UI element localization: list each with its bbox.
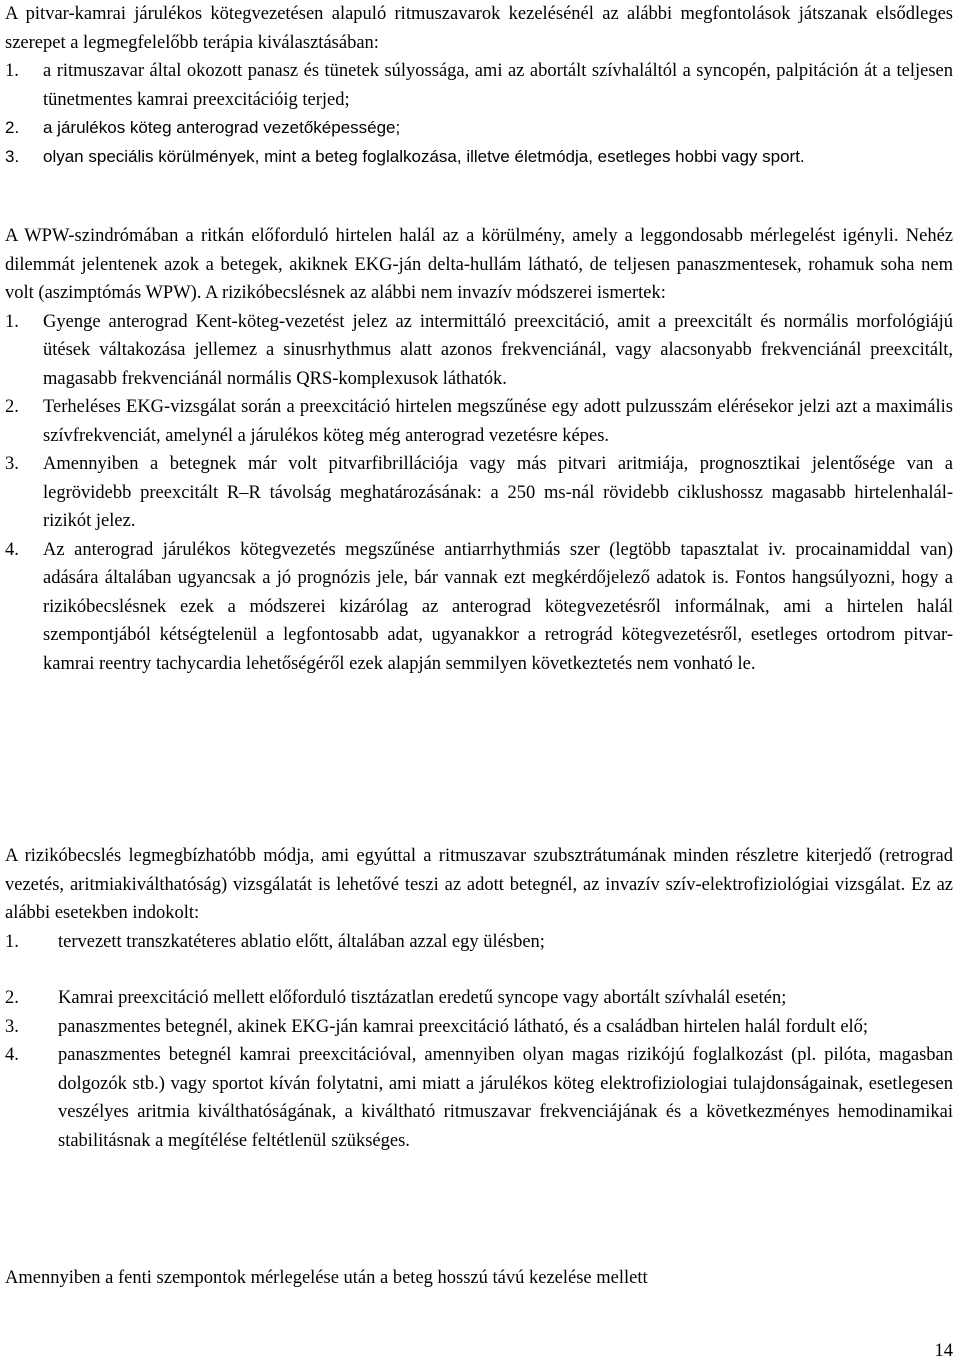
page-number: 14 (934, 1341, 953, 1361)
list-number: 2. (5, 988, 19, 1008)
risk-list-item (5, 984, 953, 1013)
risk-list-item (5, 1013, 953, 1042)
closing-paragraph: Amennyiben a fenti szempontok mérlegelése után a beteg hosszú távú kezelése mellett (5, 1268, 648, 1288)
list-number: 1. (5, 61, 19, 81)
intro-paragraph: A pitvar-kamrai járulékos kötegvezetésen alapuló ritmuszavarok kezelésénél az alábbi megfontolások játszanak elsődleges szerepet a legmegfelelőbb terápia kiválasztásában: (5, 4, 953, 53)
list-number: 2. (5, 118, 20, 137)
list-number: 3. (5, 454, 19, 474)
risk-section (5, 842, 953, 1155)
list-text: Az anterograd járulékos kötegvezetés megszűnése antiarrhythmiás szer (legtöbb tapasztalat iv. procainamiddal van) adására általában ugyancsak a jó prognózis jele, bár vannak ezt megkérdőjelező adatok is. Fontos hangsúlyozni, hogy a rizikóbecslésnek ezek a módszerei kizárólag az anterograd kötegvezetésről informálnak, ami a hirtelen halál szempontjából kétségtelenül a legfontosabb adat, ugyanakkor a retrográd kötegvezetésről, esetleges ortodrom pitvar-kamrai reentry tachycardia lehetőségéről ezek alapján semmilyen következtetés nem vonható le. (43, 539, 953, 674)
list-text: panaszmentes betegnél kamrai preexcitációval, amennyiben olyan magas rizikójú foglalkozást (pl. pilóta, magasban dolgozók stb.) vagy sportot kíván folytatni, ami miatt a járulékos köteg elektrofiziologiai tulajdonságainak, esetlegesen veszélyes aritmia kiválthatóságának, a kiváltható ritmuszavar frekvenciájának és a következményes hemodinamikai stabilitásnak a megítélése feltétlenül szükséges. (58, 1045, 953, 1151)
closing-section (5, 1264, 953, 1293)
list-text: tervezett transzkatéteres ablatio előtt, általában azzal egy ülésben; (58, 931, 545, 952)
intro-list-item (5, 143, 953, 172)
list-number: 3. (5, 1016, 19, 1037)
intro-list-item (5, 114, 953, 143)
wpw-list-item (5, 536, 953, 679)
list-text: Gyenge anterograd Kent-köteg-vezetést jelez az intermittáló preexcitáció, amit a preexcitált és normális morfológiájú ütések váltakozása jellemez a sinusrhythmus alatt azonos frekvenciánál, vagy alacsonyabb frekvenciánál preexcitált, magasabb frekvenciánál normális QRS-komplexusok láthatók. (43, 311, 953, 389)
list-number: 3. (5, 146, 20, 166)
list-text: Terheléses EKG-vizsgálat során a preexcitáció hirtelen megszűnése egy adott pulzusszám elérésekor jelzi azt a maximális szívfrekvenciát, amelynél a járulékos köteg még anterograd vezetésre képes. (43, 397, 953, 446)
wpw-paragraph: A WPW-szindrómában a ritkán előforduló hirtelen halál az a körülmény, amely a leggondosabb mérlegelést igényli. Nehéz dilemmát jelentenek azok a betegek, akiknek EKG-ján delta-hullám látható, de teljesen panaszmentesek, rohamuk soha nem volt (aszimptómás WPW). A rizikóbecslésnek az alábbi nem invazív módszerei ismertek: (5, 226, 953, 303)
list-text: olyan speciális körülmények, mint a beteg foglalkozása, illetve életmódja, esetleges hobbi vagy sport. (43, 146, 805, 166)
intro-section (5, 0, 953, 171)
list-text: a járulékos köteg anterograd vezetőképessége; (43, 118, 401, 137)
list-number: 1. (5, 311, 19, 332)
list-number: 2. (5, 397, 19, 417)
wpw-list-item (5, 450, 953, 536)
list-text: Kamrai preexcitáció mellett előforduló tisztázatlan eredetű syncope vagy abortált szívhalál esetén; (58, 988, 787, 1008)
risk-list-item (5, 1041, 953, 1155)
list-number: 4. (5, 1045, 19, 1065)
risk-paragraph: A rizikóbecslés legmegbízhatóbb módja, ami egyúttal a ritmuszavar szubsztrátumának minden részletre kiterjedő (retrograd vezetés, aritmiakiválthatóság) vizsgálatát is lehetővé teszi az adott betegnél, az invazív szív-elektrofiziológiai vizsgálat. Ez az alábbi esetekben indokolt: (5, 846, 953, 923)
list-text: panaszmentes betegnél, akinek EKG-ján kamrai preexcitáció látható, és a családban hirtelen halál fordult elő; (58, 1016, 869, 1037)
list-text: Amennyiben a betegnek már volt pitvarfibrillációja vagy más pitvari aritmiája, prognosztikai jelentősége van a legrövidebb preexcitált R–R távolság meghatározásának: a 250 ms-nál rövidebb ciklushossz magasabb hirtelenhalál-rizikót jelez. (43, 454, 953, 531)
wpw-list-item (5, 308, 953, 394)
list-number: 1. (5, 931, 19, 952)
list-number: 4. (5, 539, 19, 560)
wpw-list-item (5, 393, 953, 450)
wpw-section (5, 222, 953, 678)
list-text: a ritmuszavar által okozott panasz és tünetek súlyossága, ami az abortált szívhaláltól a syncopén, palpitáción át a teljesen tünetmentes kamrai preexcitációig terjed; (43, 61, 953, 110)
intro-list-item (5, 57, 953, 114)
risk-list-item (5, 928, 953, 957)
